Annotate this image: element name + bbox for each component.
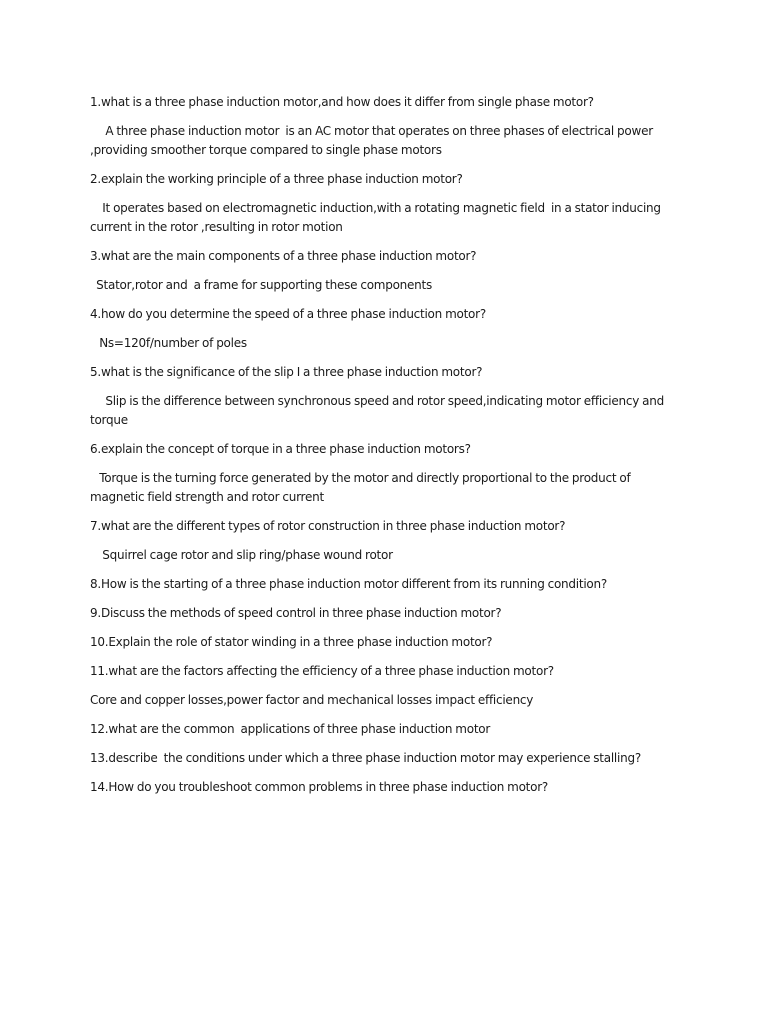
answer-2: It operates based on electromagnetic induction,with a rotating magnetic field in a stator inducing current in the rotor ,resulting in rotor motion: [90, 201, 664, 234]
question-2: 2.explain the working principle of a three phase induction motor?: [90, 172, 463, 186]
answer-5: Slip is the difference between synchronous speed and rotor speed,indicating motor efficiency and torque: [90, 394, 668, 427]
answer-11: Core and copper losses,power factor and mechanical losses impact efficiency: [90, 693, 534, 707]
answer-6: Torque is the turning force generated by the motor and directly proportional to the product of magnetic field strength and rotor current: [90, 471, 634, 504]
question-10: 10.Explain the role of stator winding in a three phase induction motor?: [90, 635, 493, 649]
question-4: 4.how do you determine the speed of a three phase induction motor?: [90, 307, 486, 321]
question-3: 3.what are the main components of a three phase induction motor?: [90, 249, 477, 263]
question-6: 6.explain the concept of torque in a three phase induction motors?: [90, 442, 471, 456]
question-9: 9.Discuss the methods of speed control in three phase induction motor?: [90, 606, 502, 620]
answer-1: A three phase induction motor is an AC motor that operates on three phases of electrical power ,providing smoother torque compared to single phase motors: [90, 124, 656, 157]
document-body: [90, 93, 670, 807]
question-7: 7.what are the different types of rotor construction in three phase induction motor?: [90, 519, 566, 533]
answer-4: Ns=120f/number of poles: [90, 336, 247, 350]
question-8: 8.How is the starting of a three phase induction motor different from its running condition?: [90, 577, 607, 591]
question-12: 12.what are the common applications of three phase induction motor: [90, 722, 491, 736]
answer-3: Stator,rotor and a frame for supporting these components: [90, 278, 432, 292]
answer-7: Squirrel cage rotor and slip ring/phase wound rotor: [90, 548, 393, 562]
question-1: 1.what is a three phase induction motor,and how does it differ from single phase motor?: [90, 95, 594, 109]
question-14: 14.How do you troubleshoot common problems in three phase induction motor?: [90, 780, 549, 794]
question-11: 11.what are the factors affecting the efficiency of a three phase induction motor?: [90, 664, 554, 678]
question-5: 5.what is the significance of the slip I a three phase induction motor?: [90, 365, 483, 379]
question-13: 13.describe the conditions under which a three phase induction motor may experience stalling?: [90, 751, 641, 765]
